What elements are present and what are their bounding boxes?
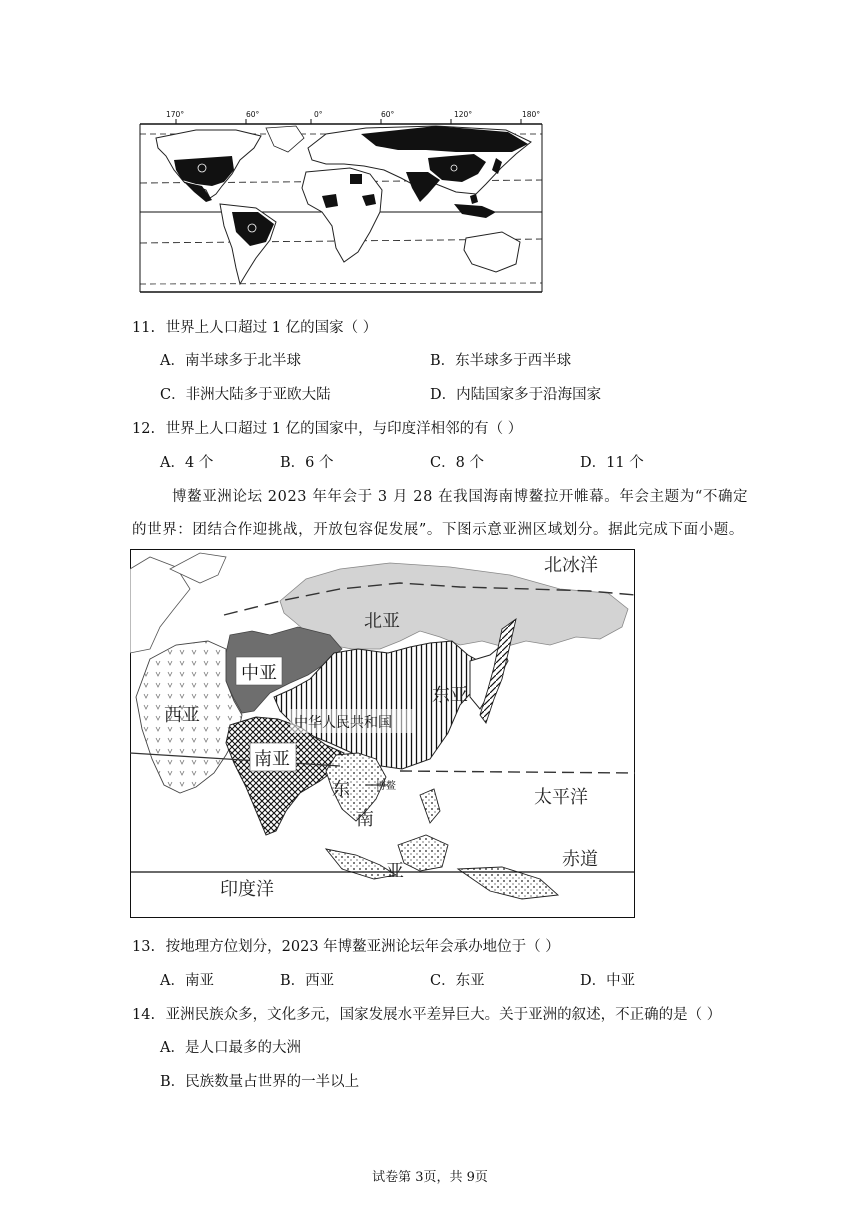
option-letter: C． [430, 973, 456, 989]
label-boao: 博鳌 [376, 781, 396, 792]
option-11C[interactable] [160, 383, 331, 404]
option-text: 是人口最多的大洲 [184, 1040, 301, 1056]
label-se-dong: 东 [332, 779, 350, 800]
option-text: 内陆国家多于沿海国家 [456, 387, 602, 403]
label-equator: 赤道 [562, 849, 598, 870]
option-letter: B． [280, 973, 306, 989]
label-central-asia: 中亚 [241, 663, 277, 684]
option-14B[interactable] [160, 1070, 359, 1091]
option-12A[interactable] [160, 451, 213, 472]
question-13 [132, 935, 560, 956]
label-east-asia: 东亚 [432, 685, 468, 706]
option-12D[interactable] [580, 451, 644, 472]
question-text: 世界上人口超过 1 亿的国家（ ） [165, 320, 378, 336]
option-12B[interactable] [280, 451, 334, 472]
lon-label: 170° [166, 110, 185, 119]
option-letter: C． [160, 387, 186, 403]
option-text: 非洲大陆多于亚欧大陆 [185, 387, 331, 403]
label-se-nan: 南 [356, 809, 374, 830]
question-number: 12. [132, 421, 156, 437]
passage-line-1: 博鳌亚洲论坛 2023 年年会于 3 月 28 在我国海南博鳌拉开帷幕。年会主题为“不确定 [172, 489, 749, 505]
option-text: 8 个 [455, 455, 484, 471]
world-population-map [136, 108, 546, 298]
option-letter: D． [580, 973, 607, 989]
label-prc: 中华人民共和国 [294, 715, 392, 731]
lon-label: 120° [454, 110, 473, 119]
option-letter: A． [160, 455, 185, 471]
option-13A[interactable] [160, 969, 214, 990]
option-letter: A． [160, 353, 185, 369]
option-11D[interactable] [430, 383, 601, 404]
option-letter: B． [160, 1074, 186, 1090]
option-12C[interactable] [430, 451, 484, 472]
label-arctic-ocean: 北冰洋 [544, 555, 598, 576]
option-13B[interactable] [280, 969, 334, 990]
option-13C[interactable] [430, 969, 485, 990]
question-number: 14. [132, 1007, 156, 1023]
option-letter: D． [430, 387, 457, 403]
option-letter: B． [280, 455, 306, 471]
lon-label: 60° [246, 110, 260, 119]
option-text: 6 个 [305, 455, 334, 471]
option-text: 南半球多于北半球 [184, 353, 301, 369]
question-text: 亚洲民族众多，文化多元，国家发展水平差异巨大。关于亚洲的叙述，不正确的是（ ） [165, 1007, 722, 1023]
asia-regions-map [130, 549, 635, 918]
question-12 [132, 417, 522, 438]
label-pacific-ocean: 太平洋 [534, 787, 588, 808]
label-north-asia: 北亚 [364, 611, 400, 632]
asia-map-svg [130, 549, 635, 918]
option-13D[interactable] [580, 969, 635, 990]
world-map-svg [136, 108, 546, 298]
label-indian-ocean: 印度洋 [220, 879, 274, 900]
option-letter: C． [430, 455, 456, 471]
lon-label: 0° [314, 110, 323, 119]
option-text: 中亚 [606, 973, 636, 989]
question-text: 世界上人口超过 1 亿的国家中，与印度洋相邻的有（ ） [165, 421, 523, 437]
label-west-asia: 西亚 [164, 705, 200, 726]
option-letter: D． [580, 455, 607, 471]
passage-line-2: 的世界：团结合作迎挑战，开放包容促发展”。下图示意亚洲区域划分。据此完成下面小题。 [132, 522, 745, 538]
option-text: 民族数量占世界的一半以上 [185, 1074, 360, 1090]
option-text: 东亚 [455, 973, 485, 989]
option-letter: B． [430, 353, 456, 369]
label-south-asia: 南亚 [254, 749, 290, 770]
option-11A[interactable] [160, 349, 301, 370]
question-14 [132, 1003, 721, 1024]
question-text: 按地理方位划分，2023 年博鳌亚洲论坛年会承办地位于（ ） [165, 939, 560, 955]
lon-label: 60° [381, 110, 395, 119]
option-text: 南亚 [184, 973, 214, 989]
option-text: 西亚 [305, 973, 335, 989]
question-number: 11. [132, 320, 156, 336]
option-text: 东半球多于西半球 [455, 353, 572, 369]
option-letter: A． [160, 1040, 185, 1056]
lon-label: 180° [522, 110, 541, 119]
option-text: 4 个 [184, 455, 214, 471]
option-letter: A． [160, 973, 185, 989]
option-11B[interactable] [430, 349, 571, 370]
page-footer: 试卷第 3页，共 9页 [372, 1170, 488, 1185]
question-11 [132, 316, 377, 337]
label-se-ya: 亚 [386, 861, 404, 882]
option-text: 11 个 [606, 455, 644, 471]
option-14A[interactable] [160, 1036, 301, 1057]
question-number: 13. [132, 939, 156, 955]
